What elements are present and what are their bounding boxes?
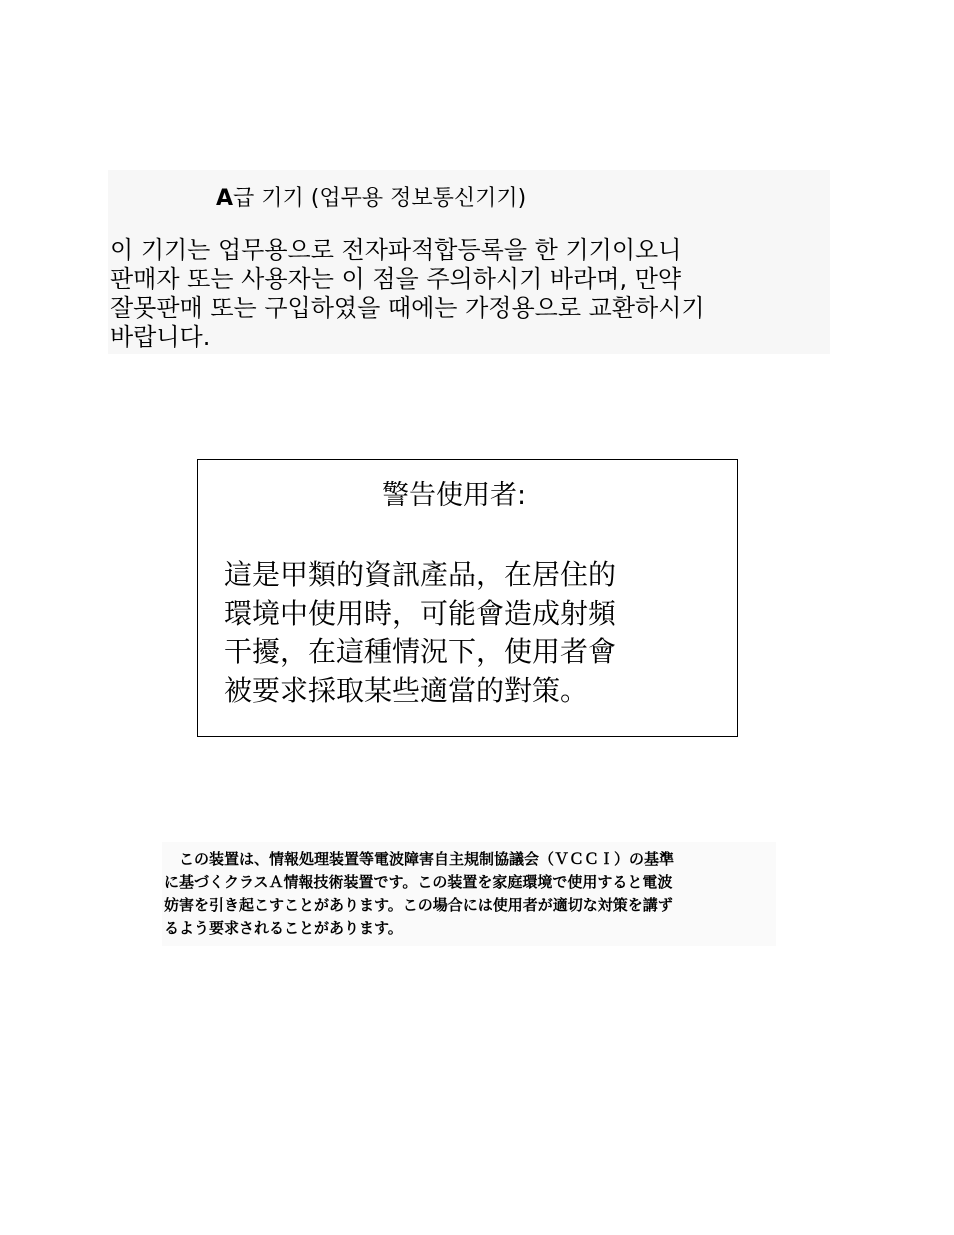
chinese-warning-line: 干擾，在這種情況下，使用者會 [224, 635, 617, 668]
chinese-warning-line: 這是甲類的資訊產品，在居住的 [224, 558, 617, 591]
japanese-vcci-line: るよう要求されることがあります。 [164, 919, 403, 937]
japanese-vcci-line: に基づくクラスＡ情報技術装置です。この装置を家庭環境で使用すると電波 [164, 873, 673, 891]
japanese-vcci-body [164, 848, 674, 940]
korean-notice-title-class: A [216, 186, 234, 211]
japanese-vcci-line: この装置は、情報処理装置等電波障害自主規制協議会（ＶＣＣＩ）の基準 [164, 850, 675, 868]
korean-notice-line: 바랍니다. [110, 323, 211, 351]
chinese-warning-body [224, 556, 616, 710]
korean-notice-line: 이 기기는 업무용으로 전자파적합등록을 한 기기이오니 [110, 236, 682, 264]
japanese-vcci-notice [162, 842, 776, 946]
korean-notice-title-rest: 급 기기 (업무용 정보통신기기) [233, 186, 527, 211]
korean-notice-body [110, 236, 830, 352]
chinese-warning-title: 警告使用者: [382, 480, 527, 511]
japanese-vcci-line: 妨害を引き起こすことがあります。この場合には使用者が適切な対策を講ず [164, 896, 673, 914]
chinese-warning-box [197, 459, 738, 737]
korean-notice-title [216, 186, 526, 212]
chinese-warning-line: 環境中使用時，可能會造成射頻 [224, 596, 617, 630]
chinese-warning-line: 被要求採取某些適當的對策。 [224, 673, 589, 707]
korean-notice-line: 판매자 또는 사용자는 이 점을 주의하시기 바라며, 만약 [110, 265, 682, 293]
korean-notice-line: 잘못판매 또는 구입하였을 때에는 가정용으로 교환하시기 [110, 294, 705, 322]
korean-class-a-notice [108, 170, 830, 354]
